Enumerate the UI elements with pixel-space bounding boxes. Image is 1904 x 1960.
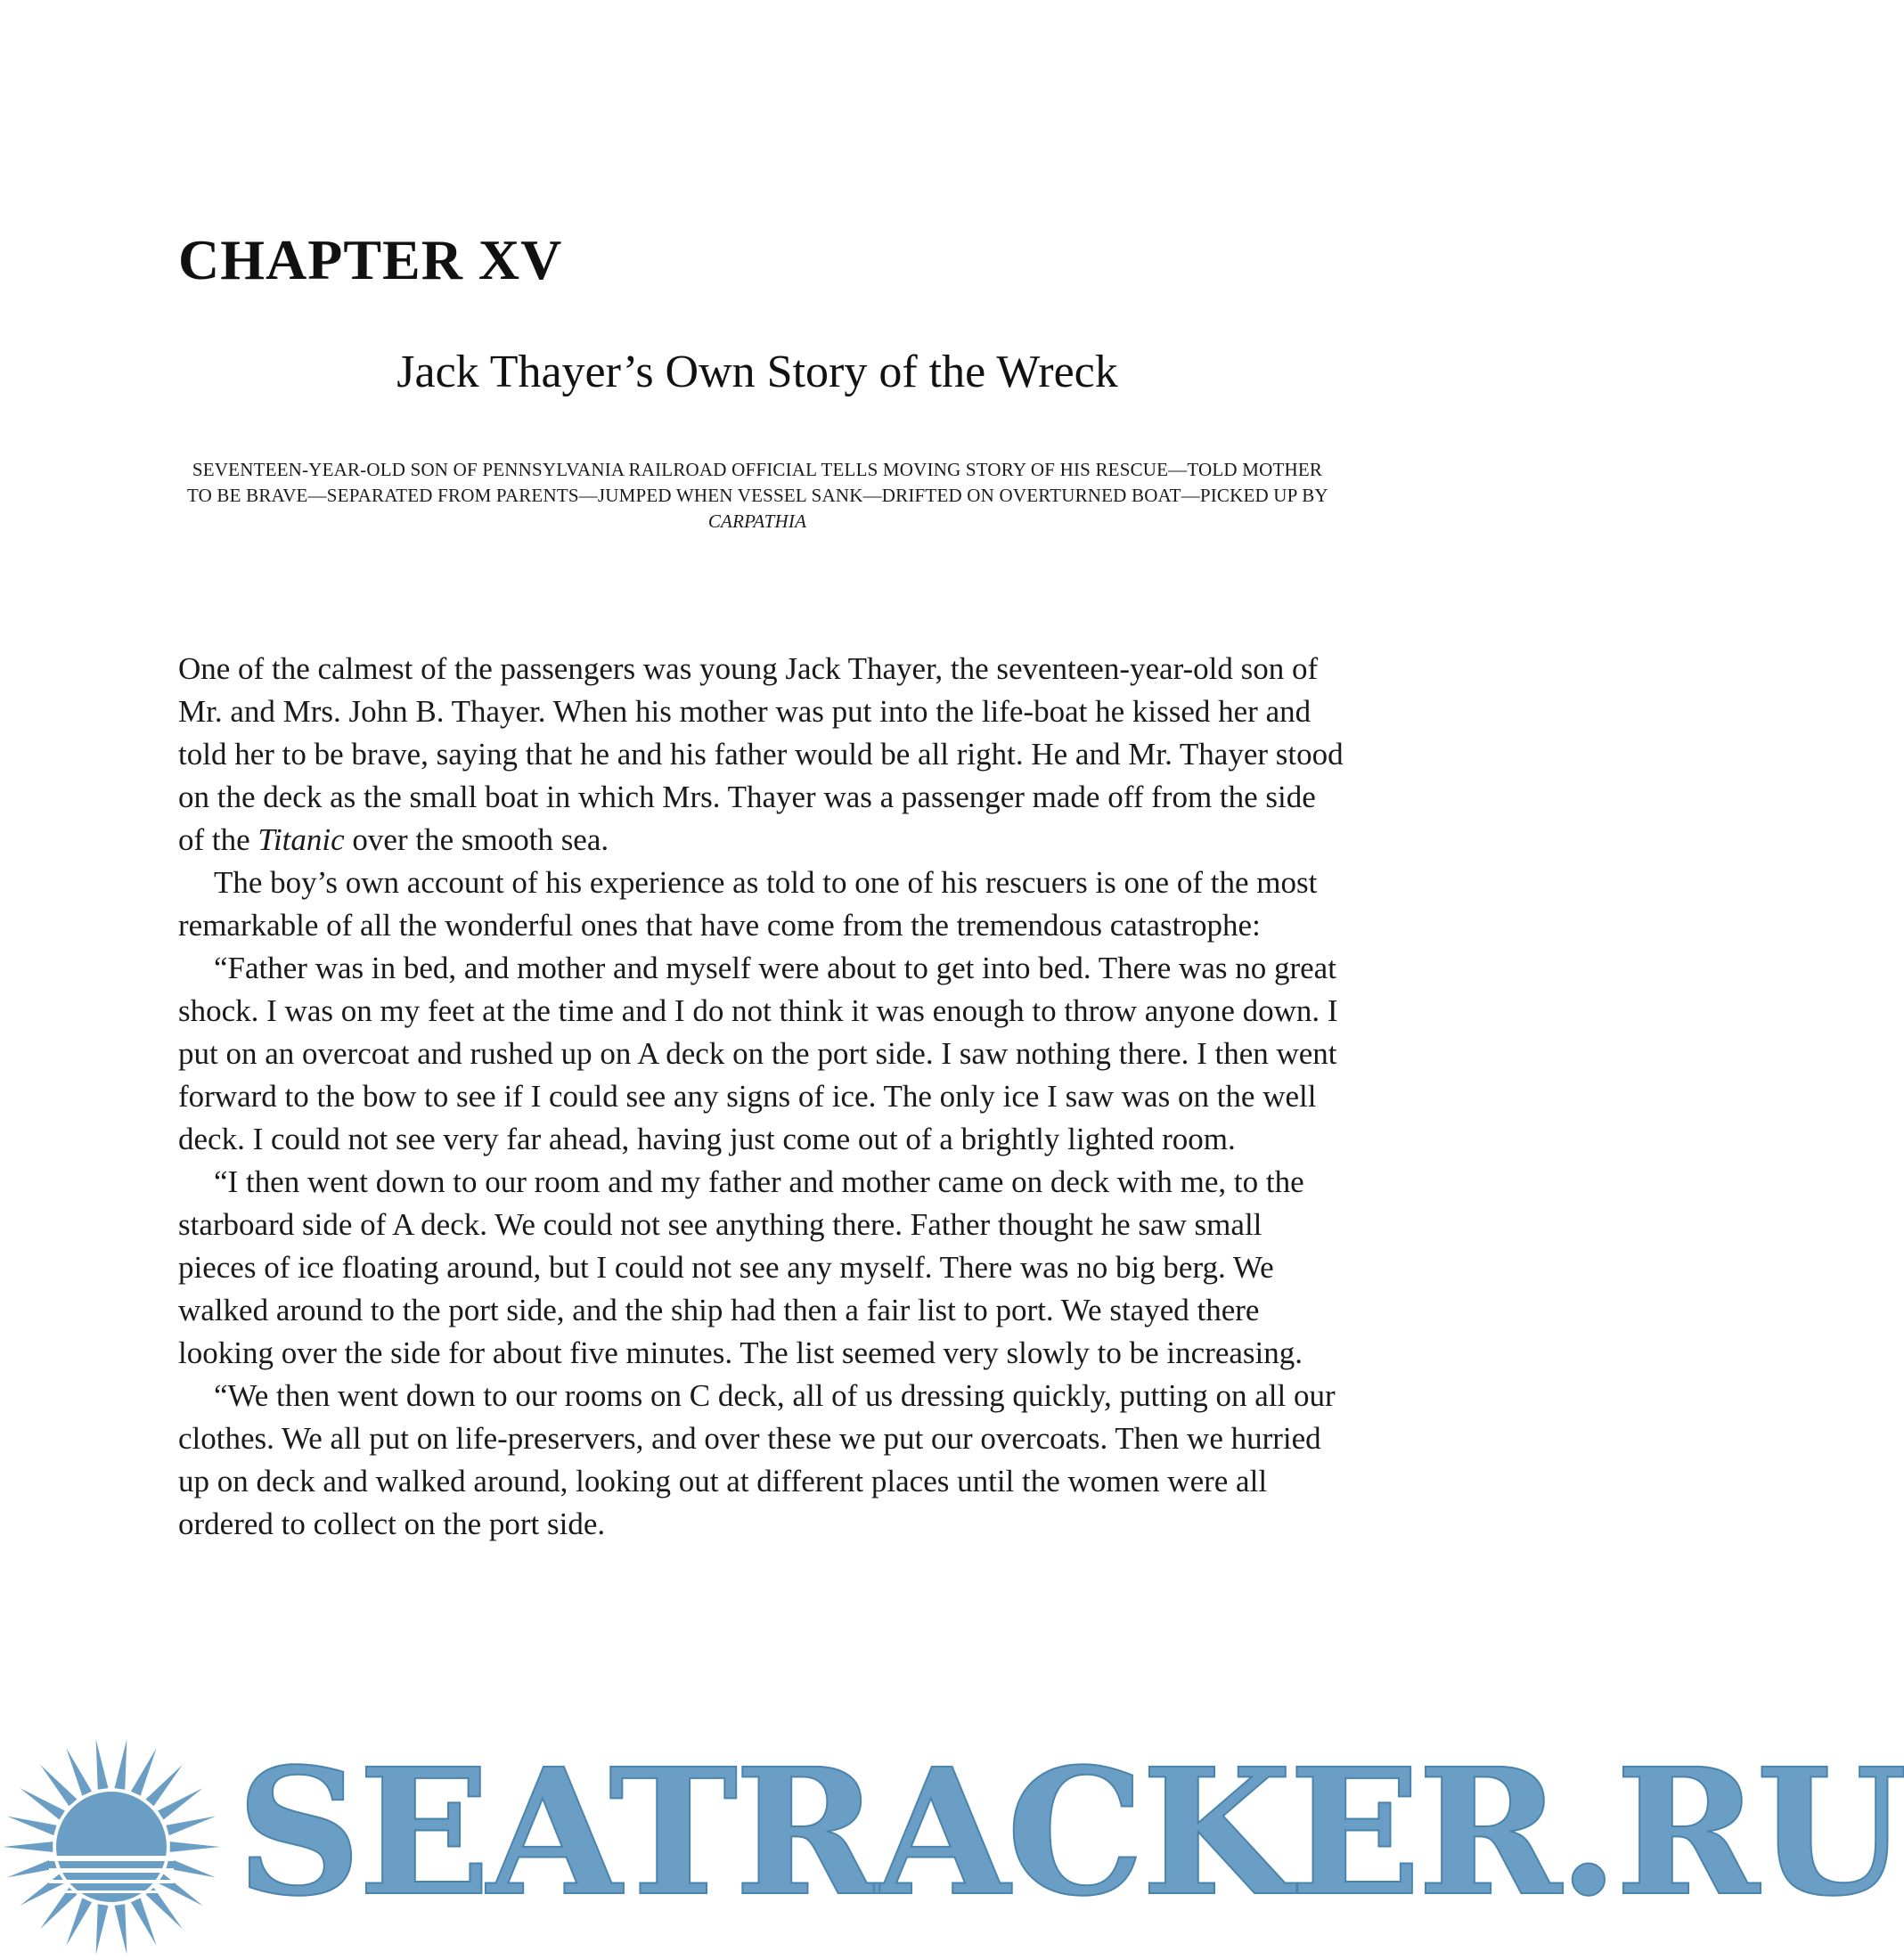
chapter-number: CHAPTER XV xyxy=(178,228,563,291)
sun-ray xyxy=(3,1842,53,1852)
paragraph-1-text-a: One of the calmest of the passengers was young Jack Thayer, the seventeen-year-old son of Mr. and Mrs. John B. Thayer. When his mother was put into the life-boat he kissed her and told her to be brave, saying that he and his father would be all right. He and Mr. Thayer stood on the deck as the small boat in which Mrs. Thayer was a passenger made off from the side of the xyxy=(178,651,1344,857)
watermark-text: SEATRACKER.RU xyxy=(236,1730,1904,1934)
summary-text: SEVENTEEN-YEAR-OLD SON OF PENNSYLVANIA RAILROAD OFFICIAL TELLS MOVING STORY OF HIS RESCUE—TOLD MOTHER TO BE BRAVE—SEPARATED FROM PARENTS—JUMPED WHEN VESSEL SANK—DRIFTED ON OVERTURNED BOAT—PICKED UP BY xyxy=(186,459,1328,506)
paragraph-4: “I then went down to our room and my father and mother came on deck with me, to the starboard side of A deck. We could not see anything there. Father thought he saw small pieces of ice floating around, but I could not see any myself. There was no big berg. We walked around to the port side, and the ship had then a fair list to port. We stayed there looking over the side for about five minutes. The list seemed very slowly to be increasing. xyxy=(178,1164,1304,1370)
sun-ray xyxy=(7,1817,57,1836)
sun-ray xyxy=(20,1788,65,1819)
sun-ray xyxy=(96,1904,109,1955)
sun-ray xyxy=(66,1748,92,1796)
paragraph-1-text-b: over the smooth sea. xyxy=(344,822,609,857)
sun-ray xyxy=(40,1888,77,1929)
sun-ray xyxy=(158,1874,203,1906)
sun-ray xyxy=(166,1817,216,1836)
watermark xyxy=(0,1724,1904,1960)
paragraph-2: The boy’s own account of his experience as told to one of his rescuers is one of the most remarkable of all the wonderful ones that have come from the tremendous catastrophe: xyxy=(178,865,1318,943)
sun-ray xyxy=(66,1898,92,1946)
sun-ray xyxy=(146,1888,183,1929)
sun-ray xyxy=(114,1904,127,1955)
paragraph-3: “Father was in bed, and mother and myself were about to get into bed. There was no great shock. I was on my feet at the time and I do not think it was enough to throw anyone down. I put on an overcoat and rushed up on A deck on the port side. I saw nothing there. I then went forward to the bow to see if I could see any signs of ice. The only ice I saw was on the well deck. I could not see very far ahead, having just come out of a brightly lighted room. xyxy=(178,951,1338,1156)
sun-ray xyxy=(20,1874,65,1906)
sun-ray xyxy=(166,1858,216,1878)
sun-ray xyxy=(146,1765,183,1806)
chapter-title: Jack Thayer’s Own Story of the Wreck xyxy=(396,347,1118,397)
summary-ship-name: CARPATHIA xyxy=(707,510,807,532)
paragraph-1-ship-name: Titanic xyxy=(257,822,345,857)
sun-ray xyxy=(114,1739,127,1790)
sun-ray xyxy=(131,1898,157,1946)
sun-ray xyxy=(96,1739,109,1790)
sun-ray xyxy=(170,1842,220,1852)
paragraph-5: “We then went down to our rooms on C deck, all of us dressing quickly, putting on all our clothes. We all put on life-preservers, and over these we put our overcoats. Then we hurried up on deck and walked around, looking out at different places until the women were all ordered to collect on the port side. xyxy=(178,1378,1336,1541)
sun-ray xyxy=(40,1765,77,1806)
sun-logo-icon xyxy=(0,1733,223,1956)
sun-ray xyxy=(131,1748,157,1796)
sun-ray xyxy=(7,1858,57,1878)
chapter-body xyxy=(178,648,1345,1546)
sun-ray xyxy=(158,1788,203,1819)
chapter-summary xyxy=(178,457,1336,535)
paragraph-1 xyxy=(178,648,1345,862)
